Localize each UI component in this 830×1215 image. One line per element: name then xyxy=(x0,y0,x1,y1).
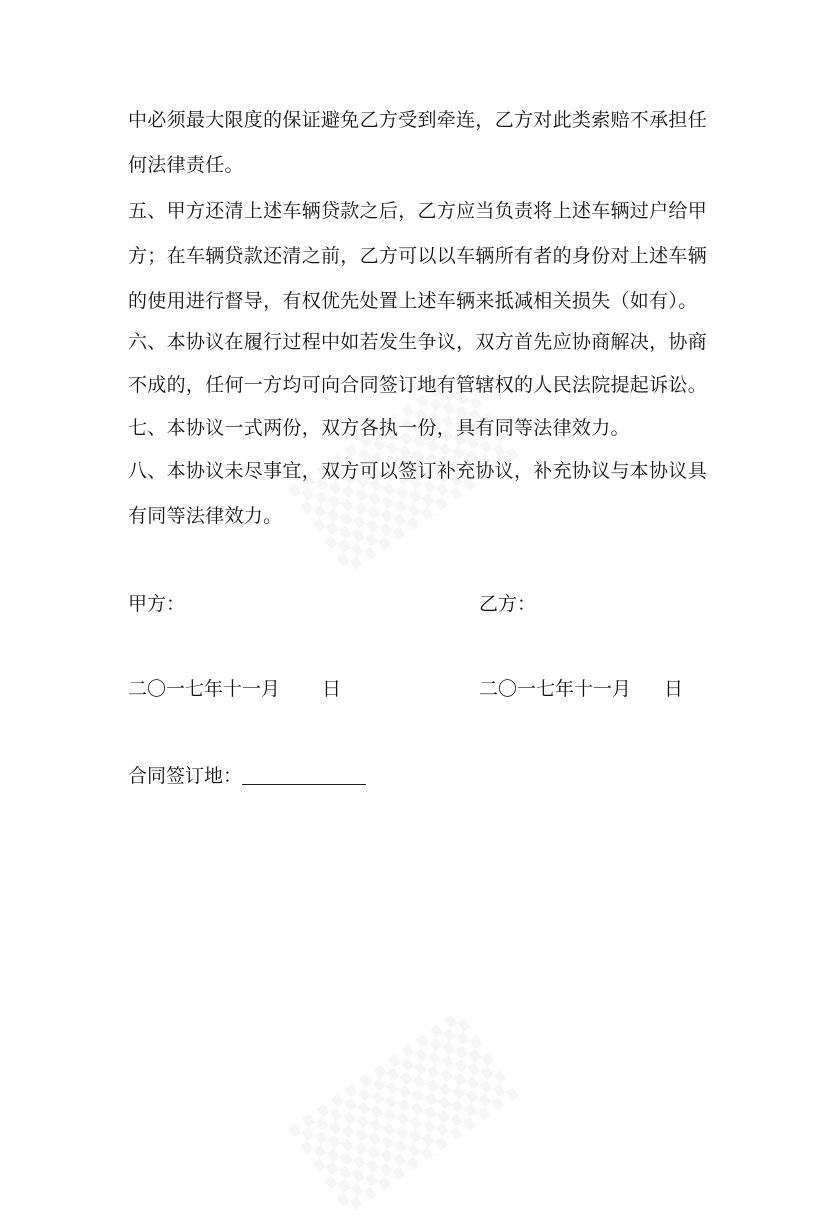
party-a-date: 二〇一七年十一月 xyxy=(128,678,281,700)
clause-7-line: 七、本协议一式两份，双方各执一份，具有同等法律效力。 xyxy=(128,417,630,439)
clause-6-line: 不成的，任何一方均可向合同签订地有管辖权的人民法院提起诉讼。 xyxy=(128,374,708,396)
clause-5-line: 方；在车辆贷款还清之前，乙方可以以车辆所有者的身份对上述车辆 xyxy=(128,245,708,267)
clause-5-line: 的使用进行督导，有权优先处置上述车辆来抵减相关损失（如有）。 xyxy=(128,290,698,312)
body-line: 中必须最大限度的保证避免乙方受到牵连，乙方对此类索赔不承担任 xyxy=(128,109,708,131)
clause-6-line: 六、本协议在履行过程中如若发生争议，双方首先应协商解决，协商 xyxy=(128,331,708,353)
signing-place xyxy=(128,764,366,788)
clause-8-line: 有同等法律效力。 xyxy=(128,505,283,527)
party-b-date: 二〇一七年十一月 xyxy=(479,678,632,700)
party-a-date-day: 日 xyxy=(322,678,342,700)
party-a-label: 甲方： xyxy=(128,593,186,615)
clause-5-line: 五、甲方还清上述车辆贷款之后，乙方应当负责将上述车辆过户给甲 xyxy=(128,200,708,222)
body-line: 何法律责任。 xyxy=(128,154,244,176)
watermark xyxy=(289,1010,519,1215)
signing-place-label: 合同签订地： xyxy=(128,765,243,787)
party-b-date-day: 日 xyxy=(664,678,684,700)
clause-8-line: 八、本协议未尽事宜，双方可以签订补充协议，补充协议与本协议具 xyxy=(128,460,708,482)
signing-place-blank[interactable] xyxy=(242,766,366,785)
party-b-label: 乙方： xyxy=(479,593,537,615)
